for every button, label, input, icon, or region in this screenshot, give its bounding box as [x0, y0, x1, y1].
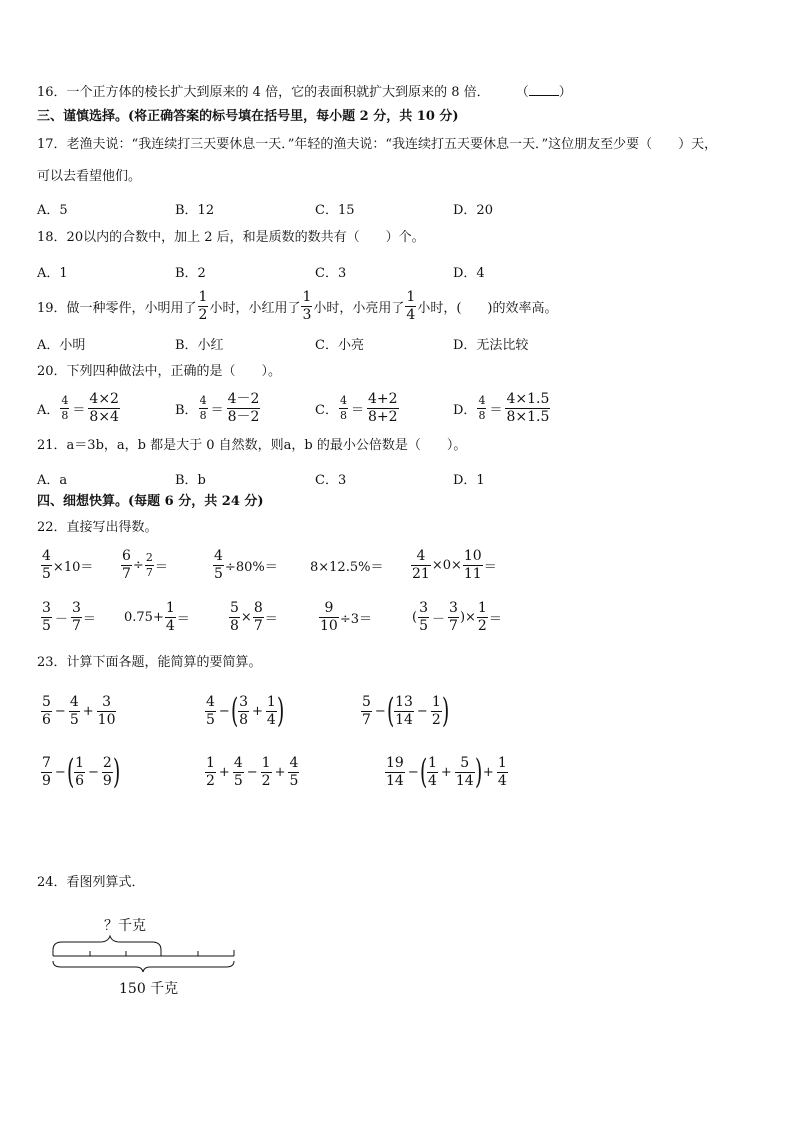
- q17-line1: 17．老渔夫说：“我连续打三天要休息一天．”年轻的渔夫说：“我连续打五天要休息一天．”这位朋友至少要（ ）天，: [37, 137, 718, 152]
- q19-text-1: 19．做一种零件，小明用了: [37, 300, 197, 316]
- q18-choice-b[interactable]: B．2: [175, 266, 206, 281]
- q19-choice-d[interactable]: D．无法比较: [453, 338, 529, 353]
- q19-text-3: 小时，小亮用了: [313, 300, 405, 316]
- q18-choice-d[interactable]: D．4: [453, 266, 485, 281]
- q22-expr-5: $\frac{4}{21}$ ×0× $\frac{10}{11}$ ＝: [412, 547, 497, 582]
- q16: [37, 84, 572, 99]
- q21-choice-d[interactable]: D．1: [453, 473, 485, 488]
- q17-choice-b[interactable]: B．12: [175, 203, 215, 218]
- q24-top-label: ？千克: [104, 918, 146, 934]
- q22-expr-2: $\frac{6}{7}$ ÷ $\frac{2}{7}$ ＝: [122, 547, 168, 582]
- q16-paren-right: ）: [558, 85, 572, 100]
- q23-text: 23．计算下面各题，能简算的要简算。: [37, 655, 262, 670]
- q19-fraction-2: $\frac{1}{3}$: [302, 288, 312, 323]
- q21-choice-a[interactable]: A．a: [37, 473, 68, 488]
- q24-bottom-label: 150 千克: [119, 981, 179, 997]
- q24-bottom-brace: [53, 961, 234, 972]
- q19-choice-b[interactable]: B．小红: [175, 338, 224, 353]
- q22-expr-8: $\frac{5}{8}$ × $\frac{8}{7}$ ＝: [230, 599, 278, 634]
- section-4-title: 四、细想快算。(每题 6 分，共 24 分): [37, 494, 264, 509]
- q17-line2: 可以去看望他们。: [37, 169, 142, 184]
- q18-choice-a[interactable]: A．1: [37, 266, 68, 281]
- q16-number: 16．: [37, 85, 67, 100]
- q17-choice-a[interactable]: A．5: [37, 203, 68, 218]
- q20-choice-c[interactable]: C． $\frac{4}{8}$ ＝ $\frac{4+2}{8+2}$: [315, 390, 398, 425]
- section-3-title: 三、谨慎选择。(将正确答案的标号填在括号里，每小题 2 分，共 10 分): [37, 109, 459, 124]
- q22-expr-1: $\frac{4}{5}$ ×10＝: [42, 547, 94, 582]
- q22-expr-7: 0.75+ $\frac{1}{4}$ ＝: [124, 599, 190, 634]
- q24-text: 24．看图列算式．: [37, 875, 145, 890]
- q23-calc-4: $\frac{7}{9}$ − ( $\frac{1}{6}$ − $\frac{2}{9}$ ): [42, 752, 121, 792]
- q22-expr-3: $\frac{4}{5}$ ÷80%＝: [214, 547, 278, 582]
- q17-choice-d[interactable]: D．20: [453, 203, 493, 218]
- q18-text: 18．20以内的合数中，加上 2 后，和是质数的数共有（ ）个。: [37, 230, 425, 245]
- q19-fraction-1: $\frac{1}{2}$: [198, 288, 208, 323]
- q20-choice-d[interactable]: D． $\frac{4}{8}$ ＝ $\frac{4\times 1.5}{8\times 1.5}$: [453, 390, 550, 425]
- q16-paren-left: （: [515, 85, 529, 100]
- q23-calc-2: $\frac{4}{5}$ − ( $\frac{3}{8}$ + $\frac{1}{4}$ ): [206, 691, 285, 731]
- q23-calc-5: $\frac{1}{2}$ + $\frac{4}{5}$ − $\frac{1}{2}$ + $\frac{4}{5}$: [206, 754, 299, 789]
- q23-calc-1: $\frac{5}{6}$ − $\frac{4}{5}$ + $\frac{3}{10}$: [42, 693, 116, 728]
- q22-expr-4: 8×12.5%＝: [310, 559, 384, 575]
- q19-text-2: 小时，小红用了: [209, 300, 301, 316]
- q22-expr-9: $\frac{9}{10}$ ÷3＝: [320, 599, 372, 634]
- q16-text: 一个正方体的棱长扩大到原来的 4 倍，它的表面积就扩大到原来的 8 倍．: [66, 85, 490, 100]
- q18-choice-c[interactable]: C．3: [315, 266, 347, 281]
- q22-text: 22．直接写出得数。: [37, 520, 158, 535]
- q20-choice-a[interactable]: A． $\frac{4}{8}$ ＝ $\frac{4\times 2}{8\times 4}$: [37, 390, 119, 425]
- q20-text: 20．下列四种做法中，正确的是（ ）。: [37, 364, 282, 379]
- q19-choice-a[interactable]: A．小明: [37, 338, 86, 353]
- q19-choice-c[interactable]: C．小亮: [315, 338, 364, 353]
- q20-choice-b[interactable]: B． $\frac{4}{8}$ ＝ $\frac{4-2}{8-2}$: [175, 390, 260, 425]
- q19-fraction-3: $\frac{1}{4}$: [406, 288, 416, 323]
- q19-text-4: 小时，( )的效率高。: [417, 300, 558, 316]
- q23-calc-6: $\frac{19}{14}$ − ( $\frac{1}{4}$ + $\frac{5}{14}$ ) + $\frac{1}{4}$: [386, 752, 507, 792]
- q23-calc-3: $\frac{5}{7}$ − ( $\frac{13}{14}$ − $\frac{1}{2}$ ): [362, 691, 450, 731]
- q22-expr-10: ( $\frac{3}{5}$ － $\frac{3}{7}$ ) × $\frac{1}{2}$ ＝: [412, 599, 502, 634]
- q19-stem: [37, 287, 558, 325]
- q21-text: 21．a＝3b，a，b 都是大于 0 自然数，则a，b 的最小公倍数是（ ）。: [37, 438, 467, 453]
- q24-segment-diagram: [48, 934, 240, 974]
- q22-expr-6: $\frac{3}{5}$ － $\frac{3}{7}$ ＝: [42, 599, 96, 634]
- q17-choice-c[interactable]: C．15: [315, 203, 355, 218]
- q16-answer-blank[interactable]: [529, 84, 559, 96]
- q21-choice-c[interactable]: C．3: [315, 473, 347, 488]
- q21-choice-b[interactable]: B．b: [175, 473, 206, 488]
- q24-top-brace: [53, 936, 161, 950]
